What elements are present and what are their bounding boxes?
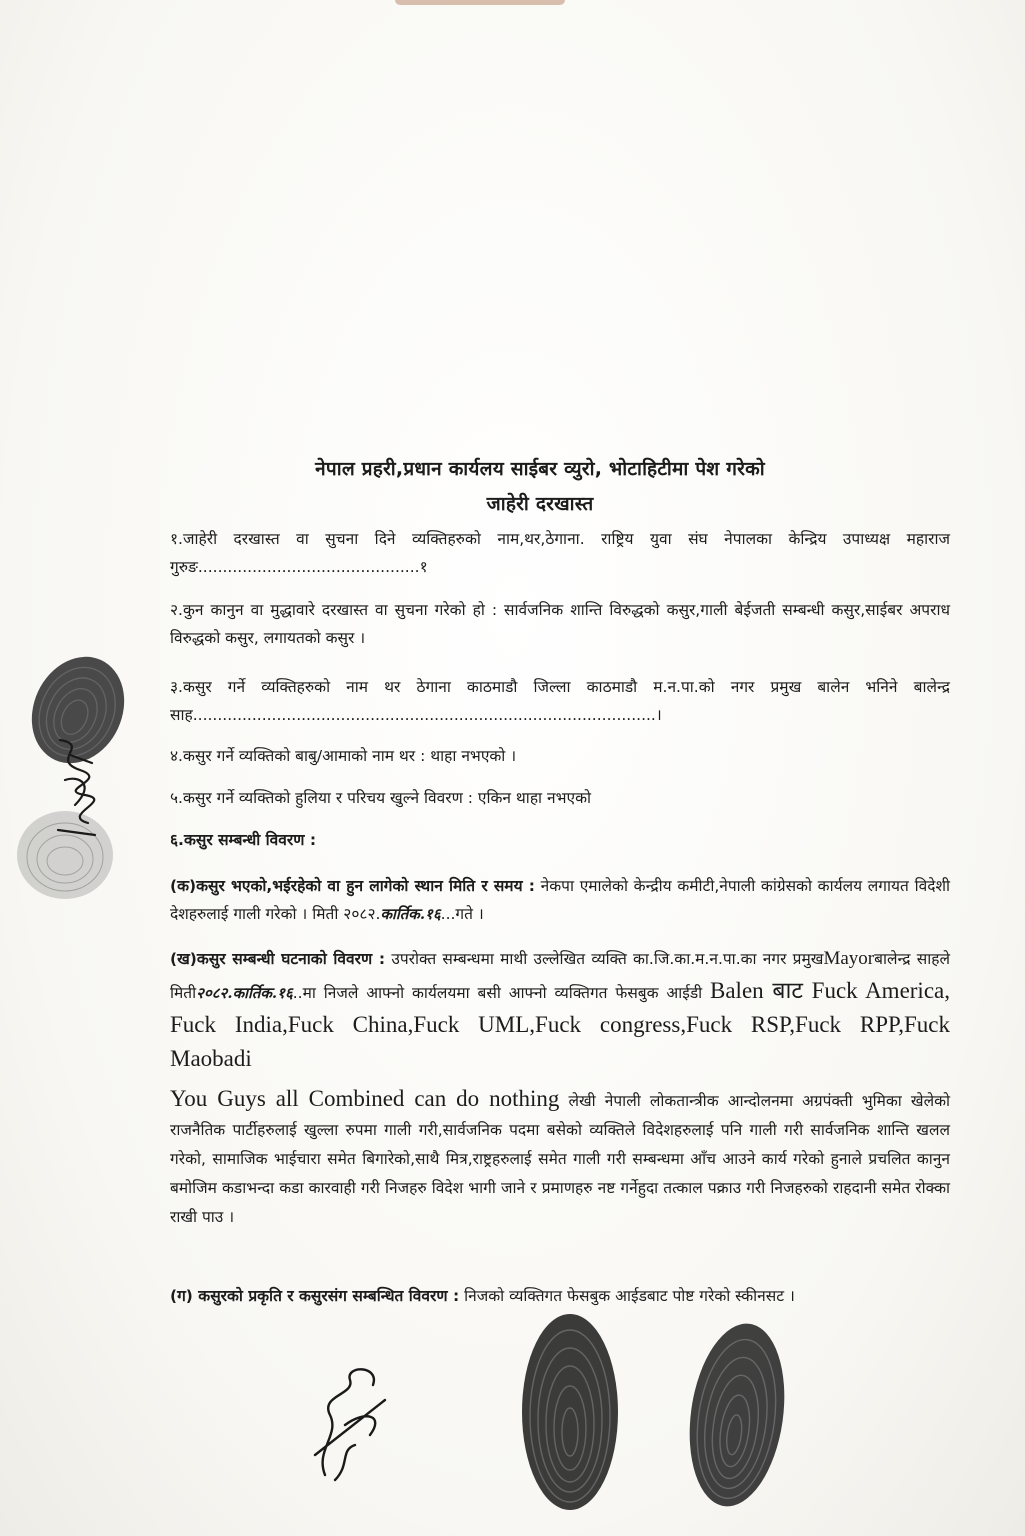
- section-kha-label: (ख)कसुर सम्बन्धी घटनाको विवरण :: [170, 950, 386, 968]
- section-kha: [170, 943, 950, 1077]
- section-ka-text: नेकपा एमालेको केन्द्रीय कमीटी,नेपाली कांग्रेसको कार्यलय लगायत विदेशी देशहरुलाई गाली गरेको । मिती २०८२.: [170, 877, 950, 923]
- section-ka: [170, 872, 950, 928]
- item-2-law: २.कुन कानुन वा मुद्धावारे दरखास्त वा सुचना गरेको हो : सार्वजनिक शान्ति विरुद्धको कसुर,गाली बेईजती सम्बन्धी कसुर,साईबर अपराध विरुद्धको कसुर, लगायतको कसुर ।: [170, 601, 950, 647]
- section-ga-text: निजको व्यक्तिगत फेसबुक आईडबाट पोष्ट गरेको स्कीनसट ।: [459, 1287, 795, 1305]
- section-kha-quote: Balen बाट Fuck America, Fuck India,Fuck China,Fuck UML,Fuck congress,Fuck RSP,Fuck RPP,Fuck Maobadi: [170, 978, 950, 1071]
- section-kha-handwritten-date: २०८२.कार्तिक.१६: [196, 984, 293, 1002]
- section-ga-label: (ग) कसुरको प्रकृति र कसुरसंग सम्बन्धित विवरण :: [170, 1287, 460, 1305]
- document-heading-line1: नेपाल प्रहरी,प्रधान कार्यलय साईबर व्युरो, भोटाहिटीमा पेश गरेको: [315, 458, 765, 480]
- section-ka-label: (क)कसुर भएको,भईरहेको वा हुन लागेको स्थान मिति र समय :: [170, 877, 535, 895]
- section-ka-handwritten-date: कार्तिक.१६: [380, 905, 441, 923]
- document-heading-line2: जाहेरी दरखास्त: [486, 493, 594, 515]
- item-5-description: ५.कसुर गर्ने व्यक्तिको हुलिया र परिचय खुल्ने विवरण : एकिन थाहा नभएको: [170, 789, 591, 807]
- main-paragraph: [170, 1084, 950, 1232]
- section-kha-mayor: Mayor: [823, 948, 875, 969]
- section-ga: [170, 1282, 950, 1310]
- item-4-parents: ४.कसुर गर्ने व्यक्तिको बाबु/आमाको नाम थर : थाहा नभएको ।: [170, 747, 517, 765]
- section-kha-text-3: ..मा निजले आफ्नो कार्यलयमा बसी आफ्नो व्यक्तिगत फेसबुक आईडी: [292, 984, 710, 1002]
- main-paragraph-english: You Guys all Combined can do nothing: [170, 1086, 560, 1111]
- section-kha-text-2: बालेन्द्र साहले मिती: [170, 950, 950, 1002]
- item-6-offense-details: ६.कसुर सम्बन्धी विवरण :: [170, 831, 317, 849]
- item-1-complainant: १.जाहेरी दरखास्त वा सुचना दिने व्यक्तिहरुको नाम,थर,ठेगाना. राष्ट्रिय युवा संघ नेपालका केन्द्रिय उपाध्यक्ष महाराज गुरुङ.............................................१: [170, 530, 950, 576]
- section-kha-text: उपरोक्त सम्बन्धमा माथी उल्लेखित व्यक्ति का.जि.का.म.न.पा.का नगर प्रमुख: [385, 950, 824, 968]
- thumbprint-left-icon: [515, 1310, 625, 1515]
- thumbprint-right-icon: [680, 1318, 795, 1513]
- bottom-signature-icon: [295, 1355, 405, 1490]
- main-paragraph-text: लेखी नेपाली लोकतान्त्रीक आन्दोलनमा अग्रपंक्ती भुमिका खेलेको राजनैतिक पार्टीहरुलाई खुल्ला रुपमा गाली गरी,सार्वजनिक पदमा बसेको व्यक्तिले विदेशहरुलाई पनि गाली गरी सार्वजनिक शान्ति खलल गरेको, सामाजिक भाईचारा समेत बिगारेको,साथै मित्र,राष्ट्रहरुलाई समेत गाली गरी सम्बन्धमा आँच आउने कार्य गरेको हुनाले प्रचलित कानुन बमोजिम कडाभन्दा कडा कारवाही गरी निजहरु विदेश भागी जाने र प्रमाणहरु नष्ट गर्नेहुदा तत्काल पक्राउ गरी निजहरुको राहदानी समेत रोक्का राखी पाउ ।: [170, 1092, 950, 1226]
- section-ka-text-end: ...गते ।: [440, 905, 484, 923]
- item-3-accused: ३.कसुर गर्ने व्यक्तिहरुको नाम थर ठेगाना काठमाडौ जिल्ला काठमाडौ म.न.पा.को नगर प्रमुख बालेन भनिने बालेन्द्र साह..............................................................................................।: [170, 678, 950, 724]
- margin-signature-icon: [40, 735, 110, 845]
